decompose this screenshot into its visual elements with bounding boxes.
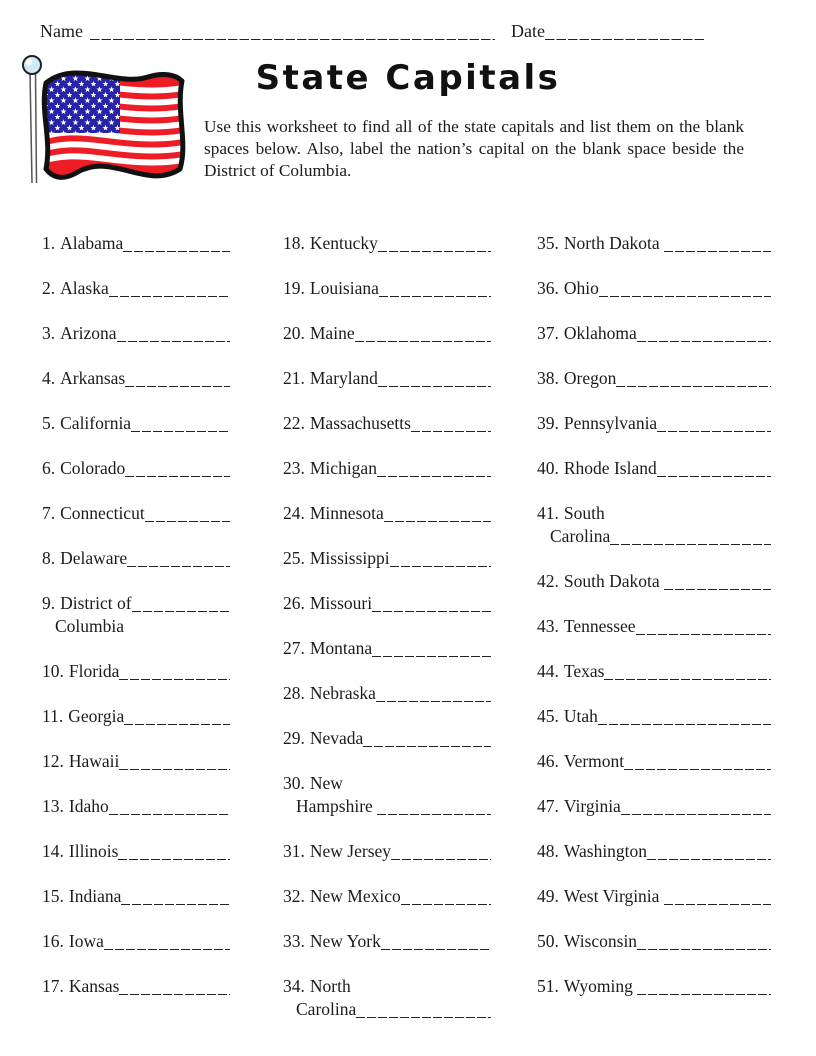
item-number: 20. [283,323,305,343]
list-item [283,502,491,525]
item-number: 43. [537,616,559,636]
state-label: Hampshire [296,796,378,816]
item-line [283,998,491,1021]
state-label: New York [309,931,381,951]
capitals-list-column [42,232,230,1043]
item-line [42,660,230,683]
item-line [42,975,230,998]
answer-blank[interactable] [378,367,491,390]
list-item [537,660,771,683]
date-label: Date [511,21,545,41]
item-line [42,592,230,615]
answer-blank[interactable] [132,592,230,615]
state-label: Arizona [60,323,117,343]
item-line [283,412,491,435]
state-label: Nevada [309,728,364,748]
state-label: South Dakota [563,571,665,591]
state-label: Rhode Island [563,458,657,478]
item-number: 29. [283,728,305,748]
item-line [283,502,491,525]
item-number: 35. [537,233,559,253]
state-label: Connecticut [60,503,145,523]
answer-blank[interactable] [145,502,230,525]
answer-blank[interactable] [664,570,771,593]
state-label: Oklahoma [563,323,637,343]
state-label: Hawaii [68,751,120,771]
item-line [42,795,230,818]
state-label: District of [60,593,132,613]
answer-blank[interactable] [604,660,771,683]
state-label: Nebraska [309,683,376,703]
item-number: 2. [42,278,56,298]
item-number: 14. [42,841,64,861]
item-line [283,682,491,705]
item-number: 13. [42,796,64,816]
list-item [537,750,771,773]
item-number: 40. [537,458,559,478]
state-label: Carolina [550,526,611,546]
item-number: 25. [283,548,305,568]
list-item [537,322,771,345]
state-label: California [60,413,132,433]
list-item [283,547,491,570]
list-item [283,772,491,818]
list-item [283,367,491,390]
item-line [283,772,491,795]
list-item [537,795,771,818]
item-line [537,975,771,998]
item-number: 39. [537,413,559,433]
list-item [283,930,491,953]
item-line [42,232,230,255]
item-number: 28. [283,683,305,703]
item-line [537,232,771,255]
state-label: Idaho [68,796,109,816]
state-label: Massachusetts [309,413,411,433]
item-number: 30. [283,773,305,793]
state-label: Colorado [60,458,126,478]
state-label: Louisiana [309,278,379,298]
answer-blank[interactable] [125,457,230,480]
state-label: Ohio [563,278,599,298]
answer-blank[interactable] [125,367,230,390]
item-line [537,277,771,300]
item-number: 41. [537,503,559,523]
answer-blank[interactable] [109,277,230,300]
answer-blank[interactable] [598,705,771,728]
item-line [283,637,491,660]
item-number: 1. [42,233,56,253]
state-label: Carolina [296,999,357,1019]
name-label: Name [40,21,83,41]
state-label: Iowa [68,931,104,951]
item-number: 37. [537,323,559,343]
list-item [42,885,230,908]
item-line [42,277,230,300]
list-item [283,457,491,480]
item-line [42,615,230,638]
item-number: 16. [42,931,64,951]
item-line [283,277,491,300]
list-item [42,840,230,863]
name-blank-field[interactable] [90,20,495,42]
list-item [283,637,491,660]
item-line [42,367,230,390]
item-number: 6. [42,458,56,478]
state-label: Utah [563,706,598,726]
item-line [537,322,771,345]
item-number: 49. [537,886,559,906]
list-item [42,412,230,435]
item-number: 10. [42,661,64,681]
list-item [42,795,230,818]
answer-blank[interactable] [384,502,491,525]
item-line [283,795,491,818]
state-label: Virginia [563,796,621,816]
list-item [537,885,771,908]
state-label: New Jersey [309,841,392,861]
answer-blank[interactable] [131,412,230,435]
item-number: 45. [537,706,559,726]
answer-blank[interactable] [381,930,491,953]
state-label: Michigan [309,458,377,478]
capitals-list-column [283,232,491,1043]
state-label: Oregon [563,368,617,388]
answer-blank[interactable] [119,660,230,683]
state-label: Wyoming [563,976,638,996]
item-line [283,975,491,998]
item-line [537,615,771,638]
answer-blank[interactable] [104,930,230,953]
answer-blank[interactable] [118,840,230,863]
answer-blank[interactable] [391,840,491,863]
answer-blank[interactable] [124,705,230,728]
answer-blank[interactable] [664,885,771,908]
list-item [283,277,491,300]
list-item [537,705,771,728]
state-label: Montana [309,638,373,658]
item-line [42,930,230,953]
item-number: 8. [42,548,56,568]
list-item [537,277,771,300]
state-label: South [563,503,605,523]
state-label: Maine [309,323,355,343]
list-item [537,570,771,593]
item-line [537,930,771,953]
answer-blank[interactable] [621,795,771,818]
list-item [537,975,771,998]
answer-blank[interactable] [637,975,771,998]
item-number: 42. [537,571,559,591]
answer-blank[interactable] [123,232,230,255]
date-blank-field[interactable] [545,20,705,42]
item-line [42,457,230,480]
item-number: 12. [42,751,64,771]
item-line [283,592,491,615]
answer-blank[interactable] [636,615,771,638]
state-label: Delaware [60,548,128,568]
list-item [537,457,771,480]
item-line [283,885,491,908]
list-item [537,502,771,548]
item-line [283,840,491,863]
answer-blank[interactable] [657,457,771,480]
answer-blank[interactable] [378,232,491,255]
list-item [42,502,230,525]
item-line [42,885,230,908]
list-item [283,592,491,615]
item-number: 18. [283,233,305,253]
list-item [42,660,230,683]
item-number: 47. [537,796,559,816]
item-number: 26. [283,593,305,613]
answer-blank[interactable] [376,682,491,705]
list-item [42,750,230,773]
state-label: Tennessee [563,616,636,636]
state-label: Illinois [68,841,119,861]
state-label: Minnesota [309,503,384,523]
item-number: 22. [283,413,305,433]
state-label: Texas [563,661,605,681]
item-number: 24. [283,503,305,523]
list-item [42,547,230,570]
answer-blank[interactable] [119,975,230,998]
list-item [537,412,771,435]
item-line [537,660,771,683]
item-line [42,502,230,525]
list-item [42,930,230,953]
state-label: Pennsylvania [563,413,658,433]
answer-blank[interactable] [647,840,771,863]
list-item [42,367,230,390]
item-number: 51. [537,976,559,996]
state-label: Arkansas [60,368,126,388]
list-item [537,615,771,638]
item-line [42,705,230,728]
list-item [283,975,491,1021]
item-line [537,885,771,908]
answer-blank[interactable] [657,412,771,435]
answer-blank[interactable] [355,322,491,345]
item-line [537,795,771,818]
item-number: 34. [283,976,305,996]
item-number: 5. [42,413,56,433]
list-item [283,840,491,863]
answer-blank[interactable] [372,637,491,660]
item-line [537,367,771,390]
answer-blank[interactable] [624,750,771,773]
item-number: 11. [42,706,64,726]
state-label: Mississippi [309,548,390,568]
instructions-text: Use this worksheet to find all of the state capitals and list them on the blank spaces below. Also, label the nation’s capital on the blank space beside the District of Columbia. [204,117,744,180]
list-item [42,592,230,638]
answer-blank[interactable] [109,795,230,818]
answer-blank[interactable] [610,525,771,548]
answer-blank[interactable] [616,367,771,390]
item-number: 48. [537,841,559,861]
state-label: Alaska [60,278,109,298]
state-label: Indiana [68,886,122,906]
answer-blank[interactable] [377,457,491,480]
answer-blank[interactable] [127,547,230,570]
answer-blank[interactable] [599,277,771,300]
answer-blank[interactable] [390,547,491,570]
item-line [537,750,771,773]
item-number: 32. [283,886,305,906]
state-label: Kentucky [309,233,378,253]
item-line [537,412,771,435]
item-number: 50. [537,931,559,951]
item-number: 17. [42,976,64,996]
state-label: Georgia [68,706,125,726]
list-item [283,885,491,908]
state-label: Wisconsin [563,931,638,951]
state-label: Maryland [309,368,378,388]
item-line [537,840,771,863]
item-number: 3. [42,323,56,343]
answer-blank[interactable] [372,592,491,615]
answer-blank[interactable] [377,795,491,818]
item-line [537,570,771,593]
state-label: Kansas [68,976,120,996]
state-label: Vermont [563,751,625,771]
item-number: 15. [42,886,64,906]
item-line [537,457,771,480]
capitals-list [42,232,771,1043]
list-item [537,930,771,953]
answer-blank[interactable] [119,750,230,773]
item-number: 7. [42,503,56,523]
answer-blank[interactable] [356,998,491,1021]
item-line [537,502,771,525]
state-label: New Mexico [309,886,401,906]
item-number: 21. [283,368,305,388]
item-line [42,412,230,435]
item-number: 46. [537,751,559,771]
state-label: North [309,976,351,996]
item-number: 19. [283,278,305,298]
list-item [283,322,491,345]
item-number: 9. [42,593,56,613]
item-line [42,750,230,773]
list-item [283,727,491,750]
item-line [42,322,230,345]
item-line [283,232,491,255]
item-line [283,727,491,750]
state-label: Missouri [309,593,373,613]
item-line [283,930,491,953]
item-line [283,367,491,390]
answer-blank[interactable] [379,277,491,300]
item-line [283,457,491,480]
item-number: 27. [283,638,305,658]
header-row [40,20,705,42]
list-item [42,322,230,345]
list-item [537,232,771,255]
list-item [42,232,230,255]
state-label: New [309,773,343,793]
state-label: West Virginia [563,886,664,906]
item-number: 38. [537,368,559,388]
item-line [42,547,230,570]
answer-blank[interactable] [637,930,771,953]
item-number: 4. [42,368,56,388]
state-label: Florida [68,661,120,681]
item-number: 44. [537,661,559,681]
list-item [283,412,491,435]
page-title: State Capitals [255,58,561,98]
state-label: Washington [563,841,648,861]
state-label: Alabama [60,233,124,253]
list-item [283,232,491,255]
answer-blank[interactable] [117,322,231,345]
answer-blank[interactable] [401,885,491,908]
item-line [283,322,491,345]
list-item [42,457,230,480]
capitals-list-column [537,232,771,1043]
item-number: 23. [283,458,305,478]
item-line [283,547,491,570]
state-label: North Dakota [563,233,664,253]
item-line [42,840,230,863]
list-item [283,682,491,705]
answer-blank[interactable] [637,322,771,345]
list-item [537,840,771,863]
item-number: 33. [283,931,305,951]
list-item [42,975,230,998]
list-item [42,705,230,728]
answer-blank[interactable] [411,412,491,435]
item-number: 31. [283,841,305,861]
item-line [537,705,771,728]
list-item [537,367,771,390]
state-label: Columbia [55,616,125,636]
answer-blank[interactable] [664,232,771,255]
answer-blank[interactable] [121,885,230,908]
list-item [42,277,230,300]
item-number: 36. [537,278,559,298]
answer-blank[interactable] [363,727,491,750]
item-line [537,525,771,548]
